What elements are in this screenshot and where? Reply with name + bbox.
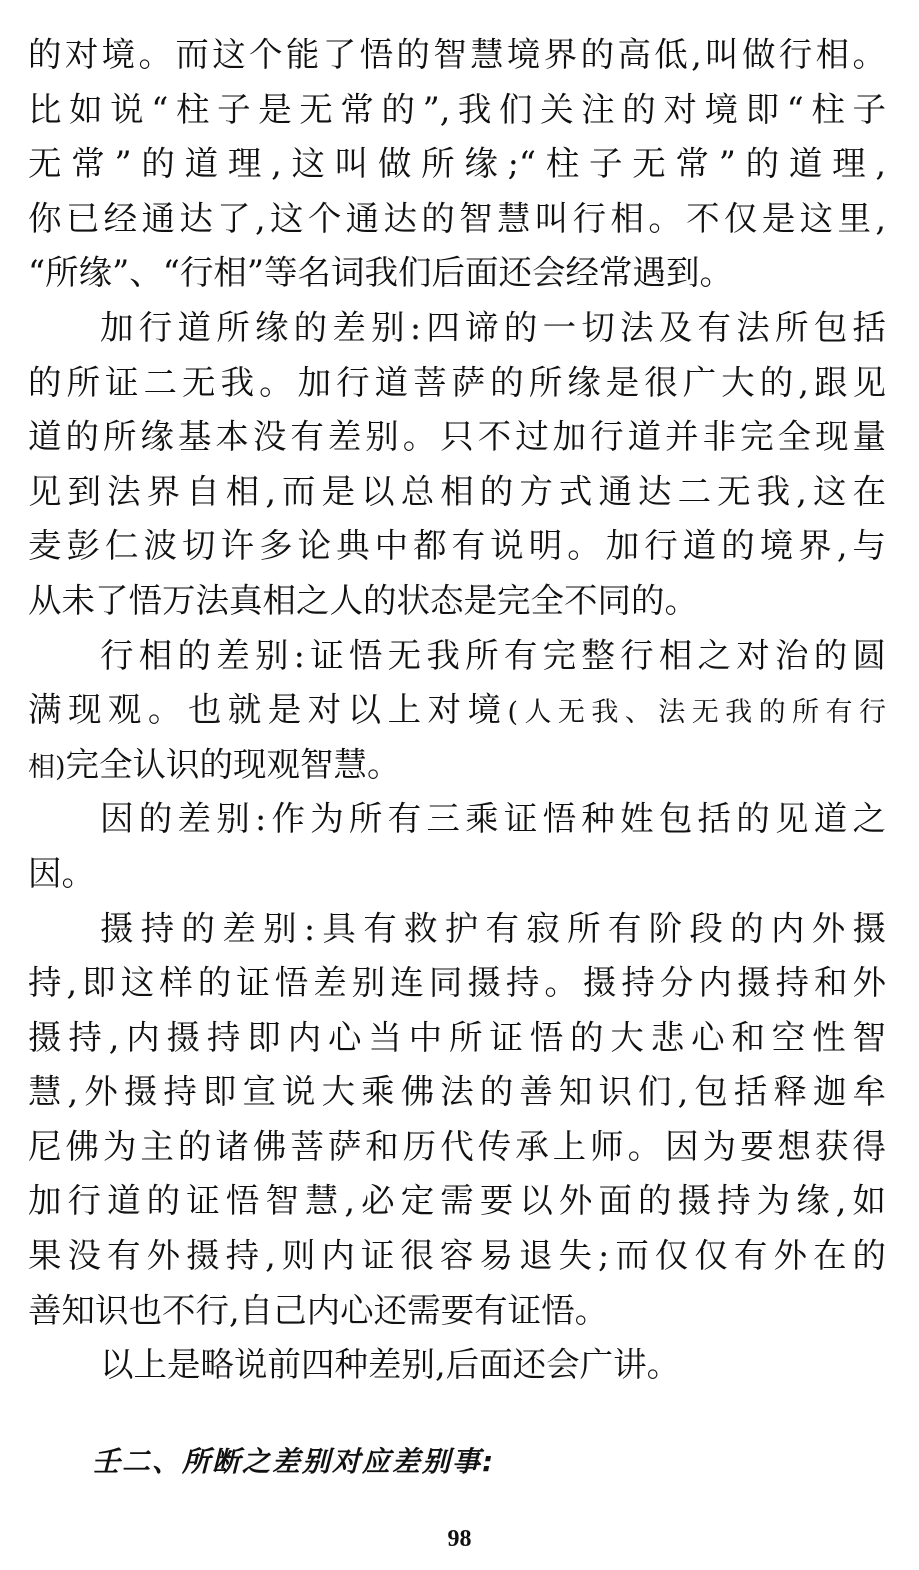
text-line: 尼佛为主的诸佛菩萨和历代传承上师。因为要想获得 — [28, 1126, 886, 1166]
page-number: 98 — [447, 1526, 472, 1552]
text-line: 加行道的证悟智慧,必定需要以外面的摄持为缘,如 — [28, 1181, 886, 1221]
text-line: 摄持,内摄持即内心当中所证悟的大悲心和空性智 — [28, 1017, 886, 1057]
text-line: “所缘”、“行相”等名词我们后面还会经常遇到。 — [28, 253, 734, 293]
paragraph-first-line: 因的差别:作为所有三乘证悟种姓包括的见道之 — [100, 799, 886, 839]
text-line: 的所证二无我。加行道菩萨的所缘是很广大的,跟见 — [28, 362, 886, 402]
text-line: 满现观。也就是对以上对境(人无我、法无我的所有行 — [28, 690, 886, 730]
paragraph-first-line: 行相的差别:证悟无我所有完整行相之对治的圆 — [100, 635, 886, 675]
body-text — [28, 28, 886, 1393]
text-line: 无常”的道理,这叫做所缘;“柱子无常”的道理, — [28, 144, 886, 184]
text-line: 因。 — [28, 853, 95, 893]
text-line: 见到法界自相,而是以总相的方式通达二无我,这在 — [28, 471, 886, 511]
text-line: 持,即这样的证悟差别连同摄持。摄持分内摄持和外 — [28, 963, 886, 1003]
text-line: 的对境。而这个能了悟的智慧境界的高低,叫做行相。 — [28, 35, 886, 74]
section-heading: 壬二、所断之差别对应差别事: — [92, 1445, 496, 1478]
paragraph-first-line: 加行道所缘的差别:四谛的一切法及有法所包括 — [100, 307, 886, 347]
text-line: 道的所缘基本没有差别。只不过加行道并非完全现量 — [28, 417, 886, 457]
text-line: 相)完全认识的现观智慧。 — [28, 744, 401, 784]
text-line: 你已经通达了,这个通达的智慧叫行相。不仅是这里, — [28, 198, 886, 238]
text-line: 比如说“柱子是无常的”,我们关注的对境即“柱子 — [28, 89, 886, 129]
text-line: 慧,外摄持即宣说大乘佛法的善知识们,包括释迦牟 — [28, 1072, 886, 1112]
annotation-text: 相) — [28, 751, 66, 783]
text-line: 善知识也不行,自己内心还需要有证悟。 — [28, 1290, 609, 1330]
text-line: 从未了悟万法真相之人的状态是完全不同的。 — [28, 580, 698, 620]
paragraph-first-line: 摄持的差别:具有救护有寂所有阶段的内外摄 — [100, 908, 886, 948]
text-line: 果没有外摄持,则内证很容易退失;而仅仅有外在的 — [28, 1236, 886, 1276]
paragraph-first-line: 以上是略说前四种差别,后面还会广讲。 — [100, 1345, 681, 1385]
annotation-text: (人无我、法无我的所有行 — [507, 697, 886, 729]
text-line: 麦彭仁波切许多论典中都有说明。加行道的境界,与 — [28, 526, 886, 566]
